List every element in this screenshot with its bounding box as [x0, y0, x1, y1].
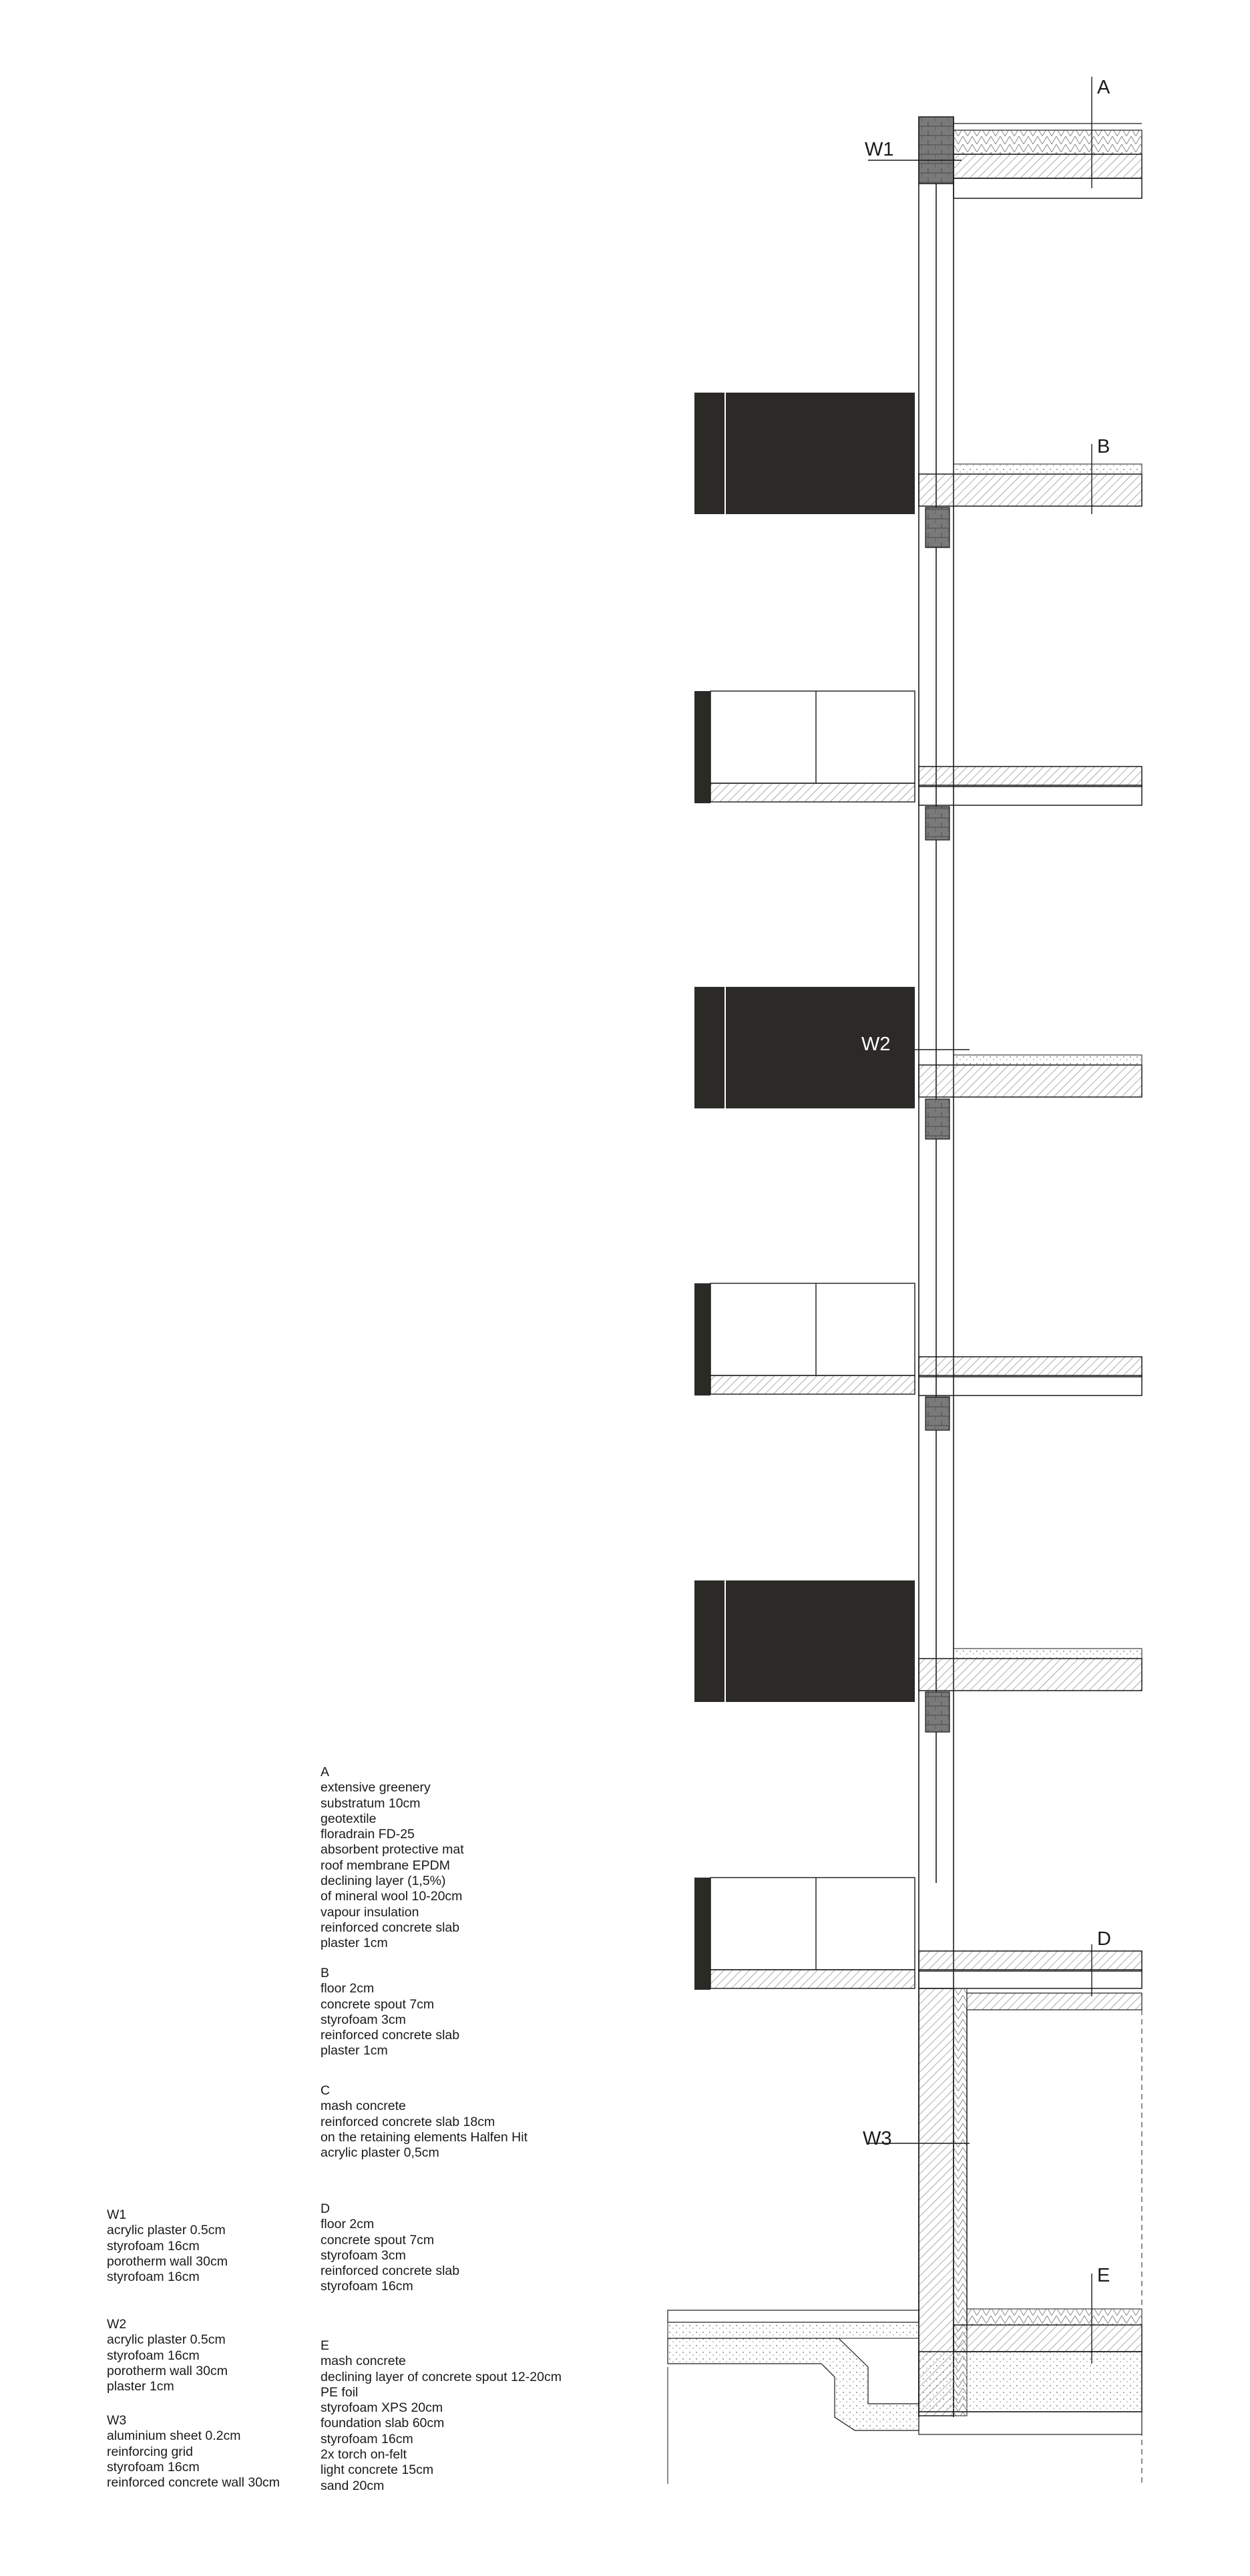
legend-item: styrofoam XPS 20cm	[321, 2400, 443, 2416]
open-balconies	[694, 691, 915, 1990]
legend-item: plaster 1cm	[107, 2379, 174, 2394]
legend-item: styrofoam 3cm	[321, 2012, 406, 2027]
legend-item: styrofoam 3cm	[321, 2247, 406, 2263]
legend-item: styrofoam 16cm	[107, 2459, 200, 2475]
legend-item: acrylic plaster 0.5cm	[107, 2223, 226, 2238]
legend-item: extensive greenery	[321, 1780, 431, 1795]
legend-key: W2	[107, 2317, 127, 2332]
legend-w1	[107, 2207, 228, 2285]
legend-a	[321, 1765, 464, 1952]
legend-key: B	[321, 1966, 330, 1980]
legend-item: declining layer of concrete spout 12-20cm	[321, 2369, 562, 2384]
section-label-a: A	[1097, 77, 1110, 98]
legend-key: D	[321, 2201, 331, 2216]
legend-item: concrete spout 7cm	[321, 2232, 435, 2247]
legend-item: porotherm wall 30cm	[107, 2363, 228, 2378]
ground-terrace	[668, 2310, 919, 2484]
legend-key: A	[321, 1765, 330, 1779]
legend-item: vapour insulation	[321, 1904, 419, 1920]
legend-item: floor 2cm	[321, 2217, 375, 2232]
edge-insulation	[925, 507, 950, 1732]
legend-item: floradrain FD-25	[321, 1827, 415, 1842]
legend-item: absorbent protective mat	[321, 1842, 464, 1858]
legend-e	[321, 2338, 562, 2494]
legend-item: reinforcing grid	[107, 2444, 193, 2459]
legend-item: floor 2cm	[321, 1981, 375, 1996]
legend-d	[321, 2201, 459, 2295]
legend-item: substratum 10cm	[321, 1795, 421, 1811]
legend-item: of mineral wool 10-20cm	[321, 1889, 463, 1904]
legend-item: aluminium sheet 0.2cm	[107, 2428, 241, 2444]
legend-item: reinforced concrete slab	[321, 2264, 460, 2279]
section-label-w3: W3	[863, 2128, 892, 2149]
legend-w2	[107, 2317, 228, 2394]
legend-item: foundation slab 60cm	[321, 2416, 445, 2431]
legend-item: styrofoam 16cm	[107, 2348, 200, 2363]
section-label-w1: W1	[865, 139, 894, 160]
legend-item: styrofoam 16cm	[321, 2431, 413, 2446]
floor-slabs	[919, 464, 1142, 1988]
legend-item: styrofoam 16cm	[107, 2238, 200, 2253]
legend-item: acrylic plaster 0.5cm	[107, 2332, 226, 2348]
section-label-w2: W2	[861, 1034, 891, 1055]
legend-w3	[107, 2413, 280, 2491]
legend-item: PE foil	[321, 2384, 359, 2400]
legend-key: C	[321, 2083, 331, 2098]
legend-item: mash concrete	[321, 2099, 406, 2114]
legend-key: W3	[107, 2413, 127, 2428]
legend-item: porotherm wall 30cm	[107, 2253, 228, 2269]
legend-item: styrofoam 16cm	[107, 2270, 200, 2285]
legend-c	[321, 2083, 528, 2161]
legend-item: concrete spout 7cm	[321, 1996, 435, 2012]
legend-key: E	[321, 2338, 330, 2353]
legend-item: declining layer (1,5%)	[321, 1874, 446, 1889]
legend-item: plaster 1cm	[321, 2043, 388, 2059]
section-label-e: E	[1097, 2265, 1110, 2286]
section-label-b: B	[1097, 436, 1110, 457]
legend-item: geotextile	[321, 1811, 377, 1826]
legend-item: on the retaining elements Halfen Hit	[321, 2129, 528, 2145]
legend-item: light concrete 15cm	[321, 2462, 434, 2478]
legend-b	[321, 1966, 459, 2059]
legend-item: sand 20cm	[321, 2478, 385, 2493]
legend-item: reinforced concrete slab	[321, 1920, 460, 1935]
legend-item: reinforced concrete wall 30cm	[107, 2475, 280, 2491]
legend-item: reinforced concrete slab	[321, 2028, 460, 2043]
legend-item: acrylic plaster 0,5cm	[321, 2145, 439, 2161]
roof-slab	[919, 117, 1142, 198]
legend-item: roof membrane EPDM	[321, 1858, 450, 1873]
legend-item: mash concrete	[321, 2354, 406, 2369]
legend-item: reinforced concrete slab 18cm	[321, 2114, 495, 2129]
legend-item: 2x torch on-felt	[321, 2447, 407, 2462]
basement	[919, 1988, 1142, 2484]
legend-item: styrofoam 16cm	[321, 2279, 413, 2294]
legend-item: plaster 1cm	[321, 1936, 388, 1951]
section-label-d: D	[1097, 1928, 1111, 1950]
legend-key: W1	[107, 2207, 127, 2222]
